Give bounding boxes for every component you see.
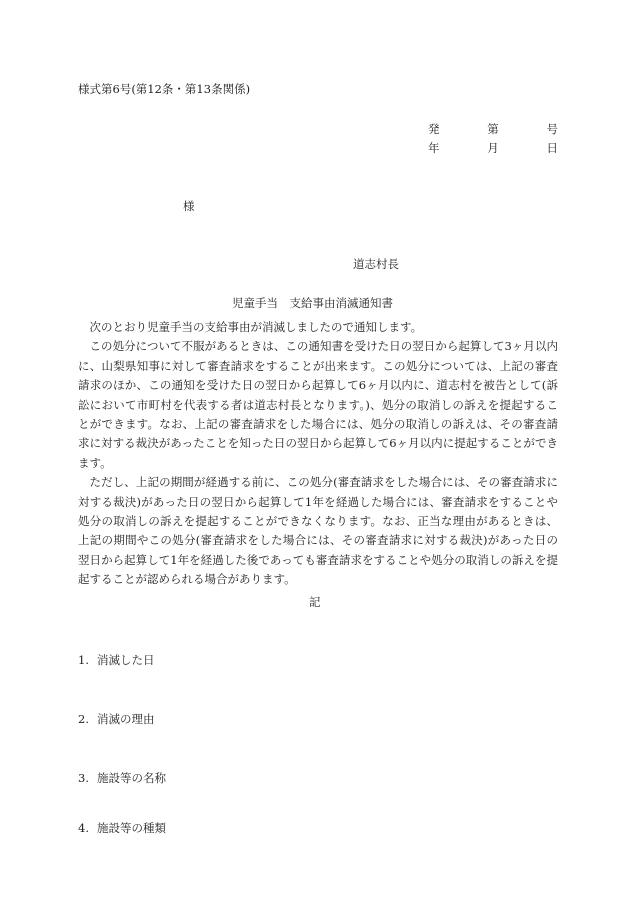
issue-date (428, 143, 558, 155)
issue-date-day: 日 (546, 141, 558, 155)
issue-number-dai: 第 (487, 122, 499, 136)
issue-number (428, 124, 558, 136)
list-item (78, 773, 166, 785)
recipient-honorific: 様 (183, 199, 195, 213)
ki-heading: 記 (309, 595, 321, 609)
issue-number-go: 号 (546, 122, 558, 136)
item-label: 施設等の名称 (97, 771, 166, 785)
list-item (78, 823, 166, 835)
list-item (78, 714, 155, 726)
form-number-label: 様式第6号(第12条・第13条関係) (78, 82, 251, 96)
item-label: 消滅した日 (97, 653, 155, 667)
document-title: 児童手当 支給事由消滅通知書 (232, 296, 393, 310)
item-number: 3. (78, 771, 89, 785)
proviso-paragraph: ただし、上記の期間が経過する前に、この処分(審査請求をした場合には、その審査請求に対する裁決)があった日の翌日から起算して1年を経過した場合には、審査請求をすることや処分の取消しの訴えを提起することができなくなります。なお、正当な理由があるときは、上記の期間やこの処分(審査請求をした場合には、その審査請求に対する裁決)があった日の翌日から起算して1年を経過した後であっても審査請求をすることや処分の取消しの訴えを提起することが認められる場合があります。 (78, 475, 558, 587)
issuer-name: 道志村長 (353, 257, 399, 271)
item-number: 1. (78, 653, 89, 667)
issue-date-month: 月 (487, 141, 499, 155)
item-label: 施設等の種類 (97, 821, 166, 835)
appeal-paragraph: この処分について不服があるときは、この通知書を受けた日の翌日から起算して3ヶ月以内に、山梨県知事に対して審査請求をすることが出来ます。この処分については、上記の審査請求のほか、この通知を受けた日の翌日から起算して6ヶ月以内に、道志村を被告として(訴訟において市町村を代表する者は道志村長となります。)、処分の取消しの訴えを提起することができます。なお、上記の審査請求をした場合には、処分の取消しの訴えは、その審査請求に対する裁決があったことを知った日の翌日から起算して6ヶ月以内に提起することができます。 (78, 339, 558, 470)
item-number: 2. (78, 712, 89, 726)
intro-paragraph: 次のとおり児童手当の支給事由が消滅しましたので通知します。 (89, 320, 423, 334)
issue-date-year: 年 (428, 141, 440, 155)
list-item (78, 655, 155, 667)
body-text (78, 318, 558, 590)
item-label: 消滅の理由 (97, 712, 155, 726)
issue-number-hatsu: 発 (428, 122, 440, 136)
item-number: 4. (78, 821, 89, 835)
